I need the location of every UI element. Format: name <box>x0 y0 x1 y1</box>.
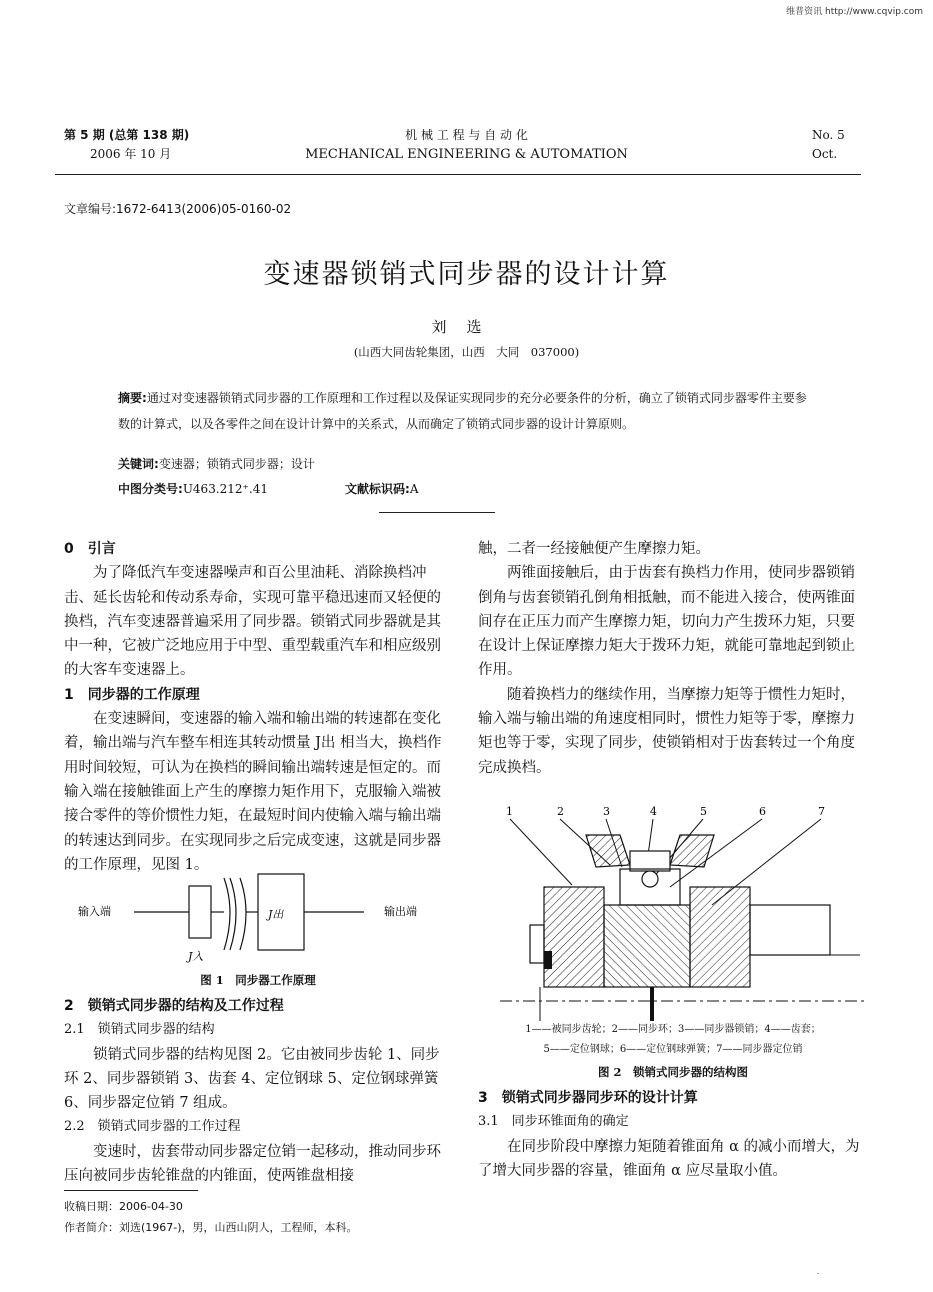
section-3-1-heading: 3.1 同步环锥面角的确定 <box>478 1114 629 1130</box>
journal-name-en: MECHANICAL ENGINEERING & AUTOMATION <box>305 147 628 162</box>
clc-label: 中图分类号: <box>118 482 183 496</box>
keywords-label: 关键词: <box>118 457 159 471</box>
abstract <box>118 385 814 437</box>
left-column-bottom <box>64 994 454 1188</box>
section-3-1-paragraph: 在同步阶段中摩擦力矩随着锥面角 α 的减小而增大，为了增大同步器的容量，锥面角 α 应尽量取小值。 <box>478 1138 860 1179</box>
right-paragraph-3: 随着换档力的继续作用，当摩擦力矩等于惯性力矩时，输入端与输出端的角速度相同时，惯性力矩等于零，摩擦力矩也等于零，实现了同步，使锁销相对于齿套转过一个角度完成换档。 <box>478 686 855 776</box>
fig2-gear-body <box>544 887 604 987</box>
clc-text: U463.212⁺.41 <box>182 482 268 496</box>
fig1-output-label: 输出端 <box>384 905 417 918</box>
abstract-label: 摘要: <box>118 391 147 405</box>
fig2-legend-line-1: 1——被同步齿轮；2——同步环；3——同步器锁销；4——齿套； <box>525 1024 821 1035</box>
fig2-spline-mark <box>544 951 552 969</box>
figure-1-caption: 图 1 同步器工作原理 <box>200 973 316 987</box>
section-2-2-heading: 2.2 锁销式同步器的工作过程 <box>64 1119 241 1135</box>
issue-number: 第 5 期 (总第 138 期) <box>64 128 190 142</box>
section-0-paragraph: 为了降低汽车变速器噪声和百公里油耗、消除换档冲击、延长齿轮和传动系寿命，实现可靠平稳迅速而又轻便的换档，汽车变速器普遍采用了同步器。锁销式同步器就是其中一种，它被广泛地应用于中型、重型载重汽车和相应级别的大客车变速器上。 <box>64 565 441 679</box>
author-bio: 作者简介：刘选(1967-)，男，山西山阴人，工程师，本科。 <box>64 1221 358 1234</box>
keywords <box>118 455 315 472</box>
right-paragraph-2: 两锥面接触后，由于齿套有换档力作用，使同步器锁销倒角与齿套锁销孔倒角相抵触，而不能进入接合，使两锥面间存在正压力而产生摩擦力矩，切向力产生拨环力矩，只要在设计上保证摩擦力矩大于拨环力矩，就能可靠地起到锁止作用。 <box>478 565 855 679</box>
issue-date: 2006 年 10 月 <box>90 147 172 161</box>
fig2-legend-line-2: 5——定位钢球；6——定位钢球弹簧；7——同步器定位销 <box>543 1044 803 1055</box>
section-2-1-paragraph: 锁销式同步器的结构见图 2。它由被同步齿轮 1、同步环 2、同步器锁销 3、齿套 4、定位钢球 5、定位钢球弹簧 6、同步器定位销 7 组成。 <box>64 1046 440 1112</box>
footnotes <box>64 1196 358 1238</box>
fig2-number-5: 5 <box>700 805 707 818</box>
fig1-cone-2 <box>230 878 236 950</box>
figure-2-diagram <box>500 805 868 1023</box>
abstract-text: 通过对变速器锁销式同步器的工作原理和工作过程以及保证实现同步的充分必要条件的分析，确立了锁销式同步器零件主要参数的计算式，以及各零件之间在设计计算中的关系式，从而确定了锁销式同步器的设计计算原则。 <box>118 391 807 431</box>
fig2-number-2: 2 <box>557 805 564 818</box>
issue-no-en: No. 5 <box>812 128 845 142</box>
fig2-number-6: 6 <box>759 805 766 818</box>
keywords-text: 变速器；锁销式同步器；设计 <box>158 457 315 471</box>
fig1-j-out: J出 <box>268 908 284 921</box>
fig2-shaft-left <box>530 925 544 963</box>
fig2-number-4: 4 <box>650 805 657 818</box>
fig2-number-7: 7 <box>818 805 825 818</box>
clc-number <box>118 480 268 497</box>
right-column-bottom <box>478 1086 870 1183</box>
fig1-cone-1 <box>224 878 230 950</box>
fig2-number-1: 1 <box>506 805 513 818</box>
page-mark: · <box>817 1270 820 1278</box>
separator-rule <box>379 512 495 513</box>
fig2-sync-ring-left <box>586 835 630 867</box>
doc-code-label: 文献标识码: <box>345 482 410 496</box>
document-code <box>345 480 418 497</box>
section-0-heading: 0 引言 <box>64 541 116 557</box>
figure-2-legend <box>478 1020 868 1060</box>
doc-code-text: A <box>409 482 419 496</box>
section-1-paragraph: 在变速瞬间，变速器的输入端和输出端的转速都在变化着，输出端与汽车整车相连其转动惯量 J出 相当大，换档作用时间较短，可认为在换档的瞬间输出端转速是恒定的。而输入端在接触锥面上产生的摩擦力矩作用下，克服输入端被接合零件的等价惯性力矩，在最短时间内使输入端与输出端的转速达到同步。在实现同步之后完成变速，这就是同步器的工作原理，见图 1。 <box>64 711 442 873</box>
fig2-shaft-right <box>750 905 830 955</box>
watermark: 维普资讯 http://www.cqvip.com <box>786 7 923 17</box>
fig1-input-label: 输入端 <box>78 905 111 918</box>
affiliation: (山西大同齿轮集团，山西 大同 037000) <box>353 345 580 359</box>
article-number: 文章编号:1672-6413(2006)05-0160-02 <box>64 202 292 216</box>
fig2-detent-ball <box>642 871 658 887</box>
fig2-leader-1 <box>510 819 572 885</box>
fig2-leader-4 <box>648 819 653 855</box>
author: 刘选 <box>431 318 502 336</box>
issue-month-en: Oct. <box>812 147 838 161</box>
section-2-1-heading: 2.1 锁销式同步器的结构 <box>64 1022 215 1038</box>
fig2-sleeve <box>630 851 670 871</box>
fig2-number-3: 3 <box>603 805 610 818</box>
figure-1-diagram <box>64 868 452 968</box>
figure-2-caption: 图 2 锁销式同步器的结构图 <box>597 1065 748 1079</box>
header-rule <box>55 174 861 175</box>
fig1-j-in: J入 <box>188 950 204 963</box>
fig2-sync-ring-right <box>670 835 714 867</box>
section-3-heading: 3 锁销式同步器同步环的设计计算 <box>478 1090 698 1106</box>
right-column-top <box>478 537 868 780</box>
journal-name-cn: 机 械 工 程 与 自 动 化 <box>405 128 528 142</box>
fig2-right-gear <box>690 887 750 987</box>
fig2-hub <box>604 905 690 987</box>
paper-title: 变速器锁销式同步器的设计计算 <box>263 259 670 290</box>
section-2-heading: 2 锁销式同步器的结构及工作过程 <box>64 998 284 1014</box>
fig1-input-inertia <box>189 886 211 938</box>
fig1-cone-3 <box>240 878 246 950</box>
continued-paragraph: 触，二者一经接触便产生摩擦力矩。 <box>478 541 710 557</box>
left-column-top <box>64 537 452 877</box>
footnote-rule <box>64 1190 198 1191</box>
fig2-shaft-block <box>650 987 654 1021</box>
section-1-heading: 1 同步器的工作原理 <box>64 686 200 703</box>
received-date: 收稿日期：2006-04-30 <box>64 1200 183 1213</box>
section-2-2-paragraph: 变速时，齿套带动同步器定位销一起移动，推动同步环压向被同步齿轮锥盘的内锥面，使两锥盘相接 <box>64 1143 441 1185</box>
